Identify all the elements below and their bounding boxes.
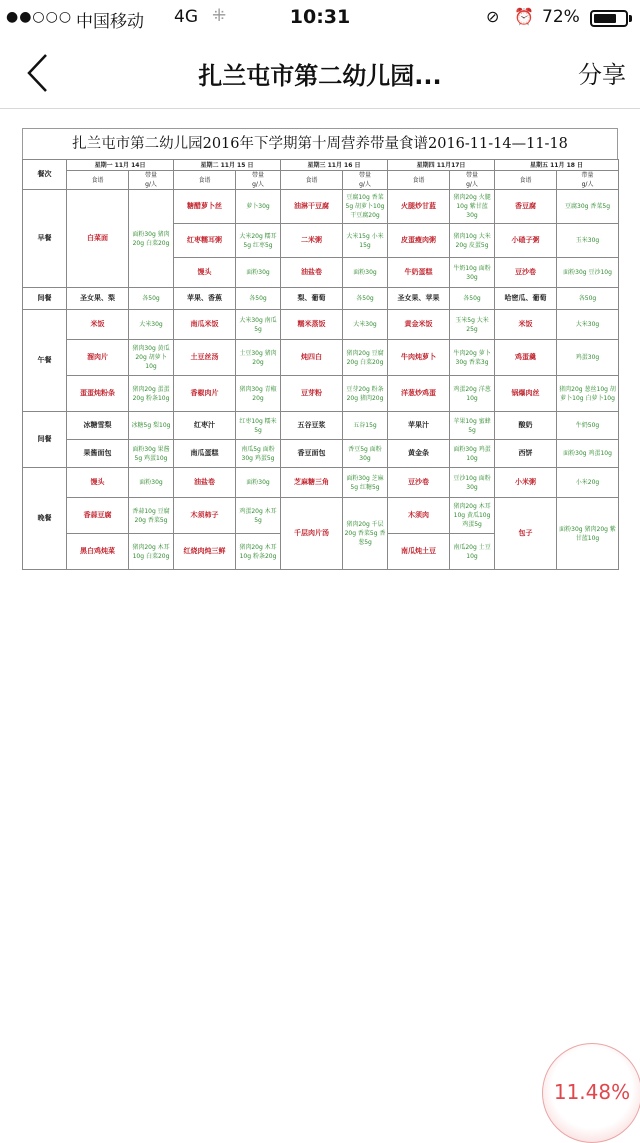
ingredient-cell: 大米15g 小米15g [343,224,388,258]
dish-cell: 芝麻糖三角 [281,468,343,498]
unit-label: g/人 [359,181,371,188]
ingredient-cell: 土豆30g 猪肉20g [236,340,281,376]
amount-label: 带量 [145,172,158,179]
dish-cell: 锅爆肉丝 [495,376,557,412]
unit-label: g/人 [466,181,478,188]
ingredient-cell: 牛奶10g 面粉30g [450,258,495,288]
dish-cell: 五谷豆浆 [281,412,343,440]
unit-label: g/人 [581,181,594,188]
chevron-left-icon [24,52,64,94]
alarm-icon: ⏰ [514,7,534,26]
dish-cell: 黑白鸡炖菜 [67,534,129,570]
ingredient-cell: 大米30g [129,310,174,340]
ingredient-cell: 面粉30g 鸡蛋10g [450,440,495,468]
dish-cell: 馒头 [67,468,129,498]
meal-label-dinner: 晚餐 [23,468,67,570]
ingredient-cell: 面粉30g 猪肉20g 白菜20g [129,190,174,288]
meal-header: 餐次 [23,160,67,190]
dish-cell: 牛奶蛋糕 [388,258,450,288]
dish-cell: 苹果、香蕉 [174,288,236,310]
ingredient-cell: 大米30g [557,310,619,340]
ingredient-cell: 鸡蛋20g 木耳5g [236,498,281,534]
unit-label: g/人 [252,181,264,188]
dish-cell: 黄金米饭 [388,310,450,340]
ingredient-cell: 面粉30g [236,258,281,288]
back-button[interactable] [24,52,64,94]
ingredient-cell: 猪肉20g 千层20g 香菜5g 香葱5g [343,498,388,570]
page-title: 扎兰屯市第二幼儿园... [198,62,442,90]
ingredient-cell: 面粉30g 芝麻5g 红糖5g [343,468,388,498]
dish-cell: 圣女果、苹果 [388,288,450,310]
ingredient-cell: 鸡蛋20g 洋葱10g [450,376,495,412]
amount-label: 带量 [581,172,594,179]
dish-cell: 黄金条 [388,440,450,468]
ingredient-cell: 各50g [557,288,619,310]
recipe-col-header: 食谱 [388,171,450,190]
dish-cell: 白菜面 [67,190,129,288]
day-header: 星期四 11月17日 [388,160,495,171]
dish-cell: 油盐卷 [174,468,236,498]
ingredient-cell: 猪肉20g 木耳10g 白菜20g [129,534,174,570]
amount-col-header [236,171,281,190]
ingredient-cell: 萝卜30g [236,190,281,224]
dish-cell: 糖醋萝卜丝 [174,190,236,224]
day-header: 星期三 11月 16 日 [281,160,388,171]
day-header: 星期一 11月 14日 [67,160,174,171]
clock: 10:31 [289,6,351,28]
dish-cell: 南瓜蛋糕 [174,440,236,468]
recipe-col-header: 食谱 [174,171,236,190]
meal-label-lunch: 午餐 [23,310,67,412]
dish-cell: 小米粥 [495,468,557,498]
dish-cell: 炖四白 [281,340,343,376]
ingredient-cell: 大米20g 糯耳5g 红枣5g [236,224,281,258]
dish-cell: 豆沙卷 [495,258,557,288]
ingredient-cell: 豆沙10g 面粉30g [450,468,495,498]
dish-cell: 木须肉 [388,498,450,534]
ingredient-cell: 猪肉20g 葱丝10g 胡萝卜10g 白萝卜10g [557,376,619,412]
ingredient-cell: 猪肉20g 豆腐20g 白菜20g [343,340,388,376]
ingredient-cell: 鸡蛋30g [557,340,619,376]
amount-col-header [343,171,388,190]
ingredient-cell: 大米30g [343,310,388,340]
ingredient-cell: 大米30g 南瓜5g [236,310,281,340]
recipe-col-header: 食谱 [281,171,343,190]
dish-cell: 红枣汁 [174,412,236,440]
ingredient-cell: 猪肉20g 木耳10g 粉条20g [236,534,281,570]
ingredient-cell: 面粉30g 果酱5g 鸡蛋10g [129,440,174,468]
ingredient-cell: 面粉30g 鸡蛋10g [557,440,619,468]
dish-cell: 糯米蒸饭 [281,310,343,340]
dish-cell: 蛋蛋炖粉条 [67,376,129,412]
ingredient-cell: 猪肉10g 大米20g 皮蛋5g [450,224,495,258]
dish-cell: 西饼 [495,440,557,468]
ingredient-cell: 南瓜20g 土豆10g [450,534,495,570]
network-type: 4G [174,7,198,27]
ingredient-cell: 豆腐10g 香菜5g 胡萝卜10g 干豆腐20g [343,190,388,224]
ingredient-cell: 红枣10g 糯米5g [236,412,281,440]
dish-cell: 皮蛋瘦肉粥 [388,224,450,258]
dish-cell: 土豆丝汤 [174,340,236,376]
progress-percent: 11.48% [553,1080,631,1104]
day-header: 星期二 11月 15 日 [174,160,281,171]
dish-cell: 小碴子粥 [495,224,557,258]
dish-cell: 南瓜炖土豆 [388,534,450,570]
dish-cell: 洋葱炒鸡蛋 [388,376,450,412]
signal-strength-icon: ●●○○○ [6,9,73,25]
ingredient-cell: 猪肉20g 火腿10g 紫甘蓝30g [450,190,495,224]
ingredient-cell: 南瓜5g 面粉30g 鸡蛋5g [236,440,281,468]
ingredient-cell: 猪肉30g 黄瓜20g 胡萝卜10g [129,340,174,376]
progress-badge[interactable] [542,1043,640,1143]
ingredient-cell: 猪肉20g 木耳10g 黄瓜10g 鸡蛋5g [450,498,495,534]
ingredient-cell: 各50g [343,288,388,310]
status-bar [0,0,640,38]
ingredient-cell: 冰糖5g 梨10g [129,412,174,440]
dish-cell: 千层肉片汤 [281,498,343,570]
battery-percent: 72% [542,7,580,27]
ingredient-cell: 猪肉30g 青椒20g [236,376,281,412]
dish-cell: 南瓜米饭 [174,310,236,340]
dish-cell: 溜肉片 [67,340,129,376]
ingredient-cell: 牛肉20g 萝卜30g 香菜3g [450,340,495,376]
recipe-col-header: 食谱 [67,171,129,190]
dish-cell: 梨、葡萄 [281,288,343,310]
dish-cell: 木须柿子 [174,498,236,534]
meal-label-snack-pm: 间餐 [23,412,67,468]
dish-cell: 苹果汁 [388,412,450,440]
rotation-lock-icon: ⊘ [486,7,500,26]
menu-title: 扎兰屯市第二幼儿园2016年下学期第十周营养带量食谱2016-11-14—11-18 [22,128,618,159]
dish-cell: 油淋干豆腐 [281,190,343,224]
dish-cell: 牛肉炖萝卜 [388,340,450,376]
amount-col-header [129,171,174,190]
dish-cell: 包子 [495,498,557,570]
ingredient-cell: 面粉30g [343,258,388,288]
dish-cell: 豆芽粉 [281,376,343,412]
meal-label-snack-am: 间餐 [23,288,67,310]
ingredient-cell: 玉米5g 大米25g [450,310,495,340]
battery-level-fill [594,14,616,23]
ingredient-cell: 香豆5g 面粉30g [343,440,388,468]
dish-cell: 香椒肉片 [174,376,236,412]
amount-col-header [557,171,619,190]
ingredient-cell: 豆芽20g 粉条20g 猪肉20g [343,376,388,412]
ingredient-cell: 各50g [450,288,495,310]
ingredient-cell: 面粉30g 猪肉20g 紫甘蓝10g [557,498,619,570]
loading-spinner-icon: ⁜ [212,6,227,26]
amount-label: 带量 [252,172,265,179]
menu-image[interactable] [22,128,618,572]
ingredient-cell: 香蒜10g 豆腐20g 香菜5g [129,498,174,534]
battery-icon [590,10,628,27]
unit-label: g/人 [145,181,157,188]
amount-label: 带量 [359,172,372,179]
dish-cell: 圣女果、梨 [67,288,129,310]
ingredient-cell: 面粉30g [236,468,281,498]
dish-cell: 油盐卷 [281,258,343,288]
dish-cell: 鸡蛋羹 [495,340,557,376]
ingredient-cell: 各50g [236,288,281,310]
dish-cell: 红枣糯耳粥 [174,224,236,258]
dish-cell: 哈密瓜、葡萄 [495,288,557,310]
dish-cell: 冰糖雪梨 [67,412,129,440]
amount-col-header [450,171,495,190]
ingredient-cell: 猪肉20g 蛋蛋20g 粉条10g [129,376,174,412]
dish-cell: 红烧肉炖三鲜 [174,534,236,570]
ingredient-cell: 玉米30g [557,224,619,258]
ingredient-cell: 面粉30g [129,468,174,498]
dish-cell: 香豆面包 [281,440,343,468]
dish-cell: 米饭 [67,310,129,340]
ingredient-cell: 小米20g [557,468,619,498]
ingredient-cell: 五谷15g [343,412,388,440]
day-header: 星期五 11月 18 日 [495,160,619,171]
ingredient-cell: 各50g [129,288,174,310]
ingredient-cell: 面粉30g 豆沙10g [557,258,619,288]
dish-cell: 果酱面包 [67,440,129,468]
dish-cell: 豆沙卷 [388,468,450,498]
dish-cell: 馒头 [174,258,236,288]
navigation-bar [0,38,640,109]
share-button[interactable]: 分享 [578,61,626,89]
dish-cell: 米饭 [495,310,557,340]
menu-table [22,159,619,570]
dish-cell: 火腿炒甘蓝 [388,190,450,224]
dish-cell: 酸奶 [495,412,557,440]
recipe-col-header: 食谱 [495,171,557,190]
ingredient-cell: 牛奶50g [557,412,619,440]
battery-tip [629,15,632,22]
ingredient-cell: 豆腐30g 香菜5g [557,190,619,224]
meal-label-breakfast: 早餐 [23,190,67,288]
carrier-name: 中国移动 [76,12,144,32]
amount-label: 带量 [466,172,479,179]
dish-cell: 香蒜豆腐 [67,498,129,534]
ingredient-cell: 苹果10g 蜜蜂5g [450,412,495,440]
dish-cell: 香豆腐 [495,190,557,224]
dish-cell: 二米粥 [281,224,343,258]
